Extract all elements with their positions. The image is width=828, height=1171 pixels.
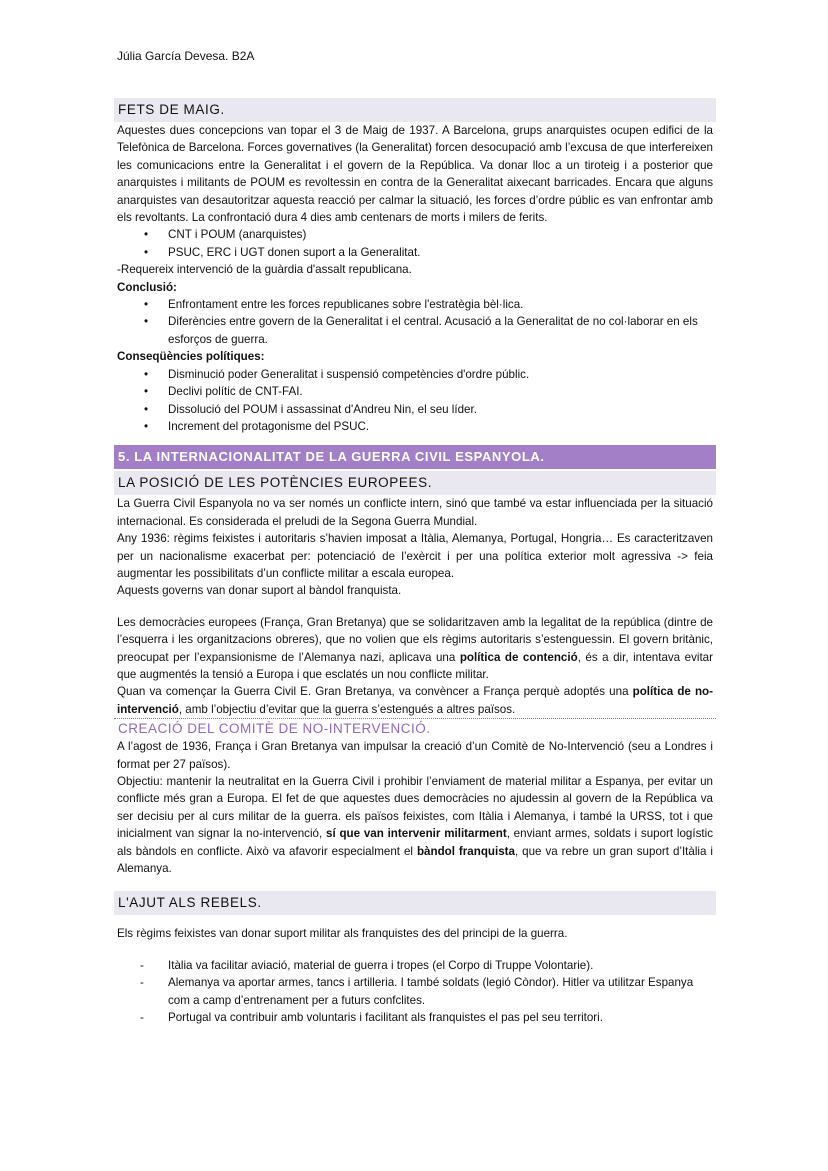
author-header: Júlia García Devesa. B2A: [117, 49, 255, 63]
note: -Requereix intervenció de la guàrdia d'assalt republicana.: [117, 263, 412, 277]
list-item: - Itàlia va facilitar aviació, material de guerra i tropes (el Corpo di Truppe Volontarie).: [162, 957, 716, 974]
dash-list: [114, 957, 716, 1027]
conclusio-label: Conclusió:: [117, 280, 177, 294]
heading-fets-de-maig: FETS DE MAIG.: [114, 98, 716, 122]
list-item: • Diferències entre govern de la Generalitat i el central. Acusació a la Generalitat de no col·laborar en els esforços de guerra.: [162, 313, 716, 348]
paragraph: Any 1936: règims feixistes i autoritaris s’havien imposat a Itàlia, Alemanya, Portugal, Hongria… Es caracteritzaven per un nacionalisme exacerbat per: potenciació de l’exèrcit i per una política exterior molt agressiva -> feia augmentar les possibilitats d’un conflicte militar a escala europea.: [117, 532, 713, 580]
paragraph: Aquestes dues concepcions van topar el 3 de Maig de 1937. A Barcelona, grups anarquistes ocupen edifici de la Telefònica de Barcelona. Forces governatives (la Generalitat) forcen desocupació amb l’excusa de que interfereixen les comunicacions entre la Generalitat i el govern de la República. Va donar lloc a un tiroteig i a posterior que anarquistes i militants de POUM es revoltessin en contra de la Generalitat aixecant barricades. Encara que alguns anarquistes van desautoritzar aquesta reacció per calmar la situació, les forces d’ordre públic es van enfrontar amb els revoltants. La confrontació dura 4 dies amb centenars de morts i milers de ferits.: [117, 124, 713, 225]
list-item: • Increment del protagonisme del PSUC.: [162, 418, 716, 435]
paragraph: Quan va començar la Guerra Civil E. Gran Bretanya, va convèncer a França perquè adoptés una política de no-intervenció, amb l’objectiu d’evitar que la guerra s’estengués a altres països.: [117, 685, 713, 716]
list-item: • Enfrontament entre les forces republicanes sobre l'estratègia bèl·lica.: [162, 296, 716, 313]
paragraph: Aquests governs van donar suport al bàndol franquista.: [117, 584, 402, 598]
heading-comite: CREACIÓ DEL COMITÈ DE NO-INTERVENCIÓ.: [114, 718, 716, 738]
consequencies-label: Conseqüències polítiques:: [117, 350, 265, 364]
heading-ajut: L'AJUT ALS REBELS.: [114, 891, 716, 915]
content: [114, 98, 716, 1026]
paragraph: Objectiu: mantenir la neutralitat en la Guerra Civil i prohibir l’enviament de material militar a Espanya, per evitar un conflicte més gran a Europa. El fet de que aquestes dues democràcies no ajudessin al govern de la República va ser decisiu per al curs militar de la guerra. els països feixistes, com Itàlia i Alemanya, i també la URSS, tot i que inicialment van signar la no-intervenció, sí que van intervenir militarment, enviant armes, soldats i suport logístic als bàndols en conflicte. Això va afavorir especialment el bàndol franquista, que va rebre un gran suport d’Itàlia i Alemanya.: [117, 775, 713, 876]
consequencies-list: [114, 366, 716, 436]
conclusio-list: [114, 296, 716, 348]
list-item: • Disminució poder Generalitat i suspensió competències d'ordre públic.: [162, 366, 716, 383]
paragraph: Les democràcies europees (França, Gran Bretanya) que se solidaritzaven amb la legalitat de la república (dintre de l’esquerra i les organitzacions obreres), que no volien que els règims autoritaris s’estenguessin. El govern britànic, preocupat per l’expansionisme de l’Alemanya nazi, aplicava una política de contenció, és a dir, intentava evitar que augmentés la tensió a Europa i que esclatés un nou conflicte militar.: [117, 615, 713, 681]
paragraph: Els règims feixistes van donar suport militar als franquistes des del principi de la guerra.: [117, 927, 568, 941]
paragraph: La Guerra Civil Espanyola no va ser només un conflicte intern, sinó que també va estar influenciada per la situació internacional. Es considerada el preludi de la Segona Guerra Mundial.: [117, 497, 713, 528]
list-item: • PSUC, ERC i UGT donen suport a la Generalitat.: [162, 244, 716, 261]
list-item: • CNT i POUM (anarquistes): [162, 226, 716, 243]
list-item: - Alemanya va aportar armes, tancs i artilleria. I també soldats (legió Còndor). Hitler va utilitzar Espanya com a camp d’entrenament per a futurs confclites.: [162, 974, 716, 1009]
paragraph: A l’agost de 1936, França i Gran Bretanya van impulsar la creació d’un Comitè de No-Intervenció (seu a Londres i format per 27 països).: [117, 740, 713, 771]
list-item: - Portugal va contribuir amb voluntaris i facilitant als franquistes el pas pel seu territori.: [162, 1009, 716, 1026]
list-item: • Dissolució del POUM i assassinat d'Andreu Nin, el seu líder.: [162, 401, 716, 418]
list-item: • Declivi polític de CNT-FAI.: [162, 383, 716, 400]
bullet-list: [114, 226, 716, 261]
heading-posicio: LA POSICIÓ DE LES POTÈNCIES EUROPEES.: [114, 471, 716, 495]
heading-section-5: 5. LA INTERNACIONALITAT DE LA GUERRA CIVIL ESPANYOLA.: [114, 445, 716, 469]
